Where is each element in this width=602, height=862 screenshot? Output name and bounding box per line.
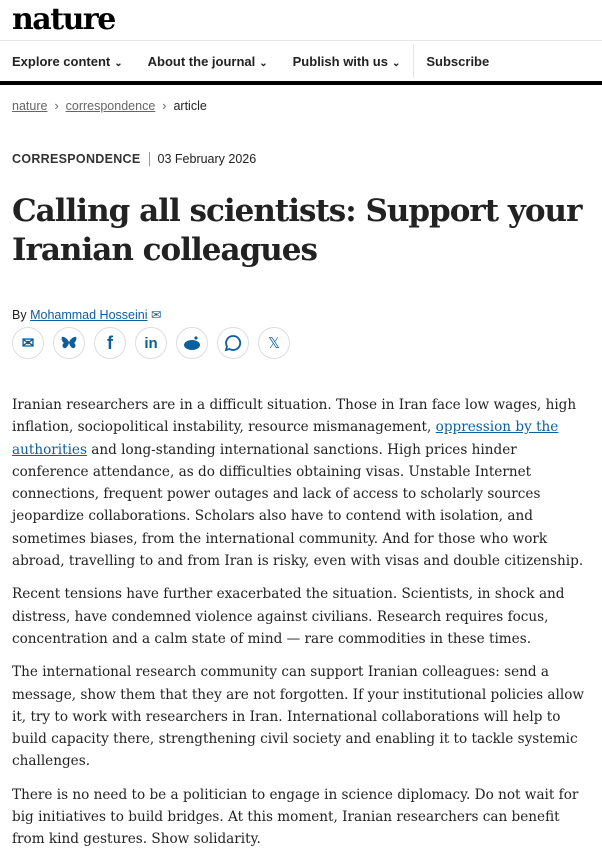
nav-explore-content[interactable]: Explore content ⌄ [12, 53, 123, 69]
chevron-down-icon: ⌄ [114, 57, 123, 69]
article-meta [12, 152, 256, 166]
divider [149, 152, 150, 166]
main-nav [0, 41, 602, 81]
x-icon[interactable]: 𝕏 [258, 327, 290, 359]
page-title: Calling all scientists: Support your Iranian colleagues [12, 193, 582, 268]
breadcrumb-nature[interactable]: nature [12, 99, 48, 113]
article-body [12, 394, 590, 862]
paragraph: There is no need to be a politician to engage in science diplomacy. Do not wait for big initiatives to build bridges. At this moment, Iranian researchers can benefit from kind gestures. Show solidarity. [12, 786, 579, 848]
share-buttons [12, 327, 290, 359]
linkedin-icon[interactable]: in [135, 327, 167, 359]
email-author-icon[interactable]: ✉ [150, 308, 162, 322]
whatsapp-icon[interactable] [217, 327, 249, 359]
oppression-link[interactable]: oppression by the authorities [12, 419, 559, 458]
paragraph: Iranian researchers are in a difficult situation. Those in Iran face low wages, high inflation, sociopolitical instability, resource mismanagement, oppression by the authorities and long-standing international sanctions. High prices hinder conference attendance, as do difficulties obtaining visas. Unstable Internet connections, frequent power outages and lack of access to scholarly sources jeopardize collaborations. Scholars also have to contend with isolation, and sometimes biases, from the international community. And for those who work abroad, travelling to and from Iran is risky, even with visas and double citizenship. [12, 397, 584, 570]
chevron-right-icon: › [162, 99, 167, 113]
author-link[interactable]: Mohammad Hosseini [30, 308, 148, 322]
nav-underline [0, 81, 602, 85]
article-type: CORRESPONDENCE [12, 152, 141, 166]
paragraph: Recent tensions have further exacerbated the situation. Scientists, in shock and distress, have condemned violence against civilians. Research requires focus, concentration and a calm state of mind — rare commodities in these times. [12, 586, 565, 647]
breadcrumb-correspondence[interactable]: correspondence [65, 99, 156, 113]
bluesky-icon[interactable] [53, 327, 85, 359]
byline: By Mohammad Hosseini ✉ [12, 308, 162, 322]
nav-publish[interactable]: Publish with us ⌄ [292, 53, 401, 69]
publish-date: 03 February 2026 [157, 152, 257, 166]
nav-about-journal[interactable]: About the journal ⌄ [147, 53, 268, 69]
email-icon[interactable]: ✉ [12, 327, 44, 359]
breadcrumb [12, 99, 207, 113]
paragraph: The international research community can support Iranian colleagues: send a message, show them that they are not forgotten. If your institutional policies allow it, try to work with researchers in Iran. International collaborations will help to build capacity there, strengthening civil society and enabling it to tackle systemic challenges. [12, 664, 585, 770]
facebook-icon[interactable]: f [94, 327, 126, 359]
reddit-icon[interactable] [176, 327, 208, 359]
chevron-down-icon: ⌄ [391, 57, 401, 69]
nature-logo[interactable]: nature [12, 2, 115, 37]
chevron-right-icon: › [54, 99, 59, 113]
chevron-down-icon: ⌄ [259, 57, 268, 69]
breadcrumb-current: article [173, 99, 207, 113]
nav-divider [413, 44, 414, 78]
nav-subscribe[interactable]: Subscribe [426, 53, 490, 69]
